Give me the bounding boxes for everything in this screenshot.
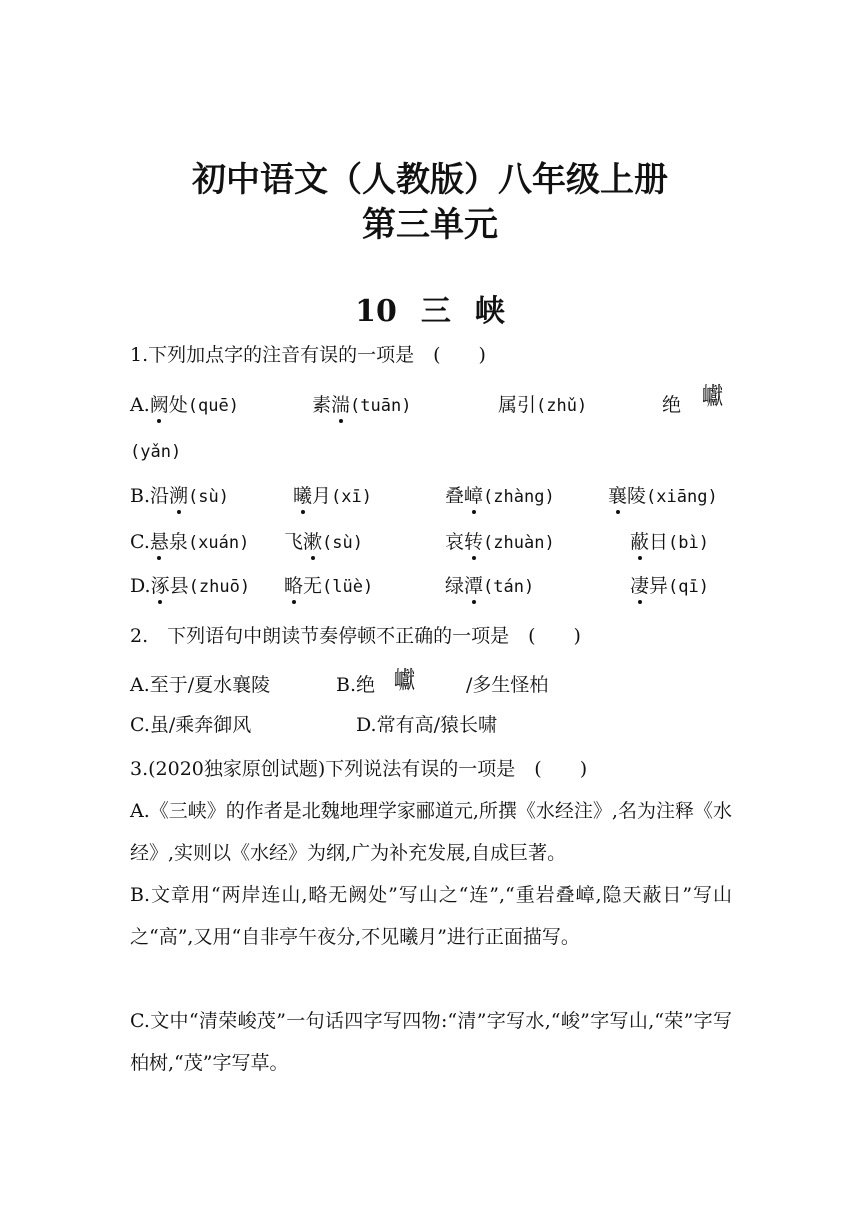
q3-option-b: B.文章用“两岸连山,略无阙处”写山之“连”,“重岩叠嶂,隐天蔽日”写山之“高”,又用“自非亭午夜分,不见曦月”进行正面描写。 bbox=[130, 884, 732, 948]
dotted-char: 漱 bbox=[303, 527, 322, 554]
unit-title: 第三单元 bbox=[362, 205, 498, 245]
q3-option-a: A.《三峡》的作者是北魏地理学家郦道元,所撰《水经注》,名为注释《水经》,实则以《水经》为纲,广为补充发展,自成巨著。 bbox=[130, 800, 732, 864]
q1-option-b-item3: 叠嶂(zhàng) bbox=[445, 481, 555, 508]
dotted-char: 转 bbox=[464, 527, 483, 554]
dotted-char: 溯 bbox=[169, 481, 188, 508]
q2-option-d: D.常有高/猿长啸 bbox=[356, 714, 497, 736]
document-title: 初中语文（人教版）八年级上册 bbox=[192, 160, 668, 200]
dotted-char: 襄 bbox=[608, 481, 627, 508]
q2-option-b-prefix: B.绝 bbox=[336, 674, 376, 696]
q1-option-b-item2: 曦月(xī) bbox=[293, 481, 372, 508]
rare-character-image: 巘 bbox=[394, 666, 412, 694]
dotted-char: 嶂 bbox=[464, 481, 483, 508]
q1-option-b-item4: 襄陵(xiāng) bbox=[608, 481, 718, 508]
q2-stem: 2. 下列语句中朗读节奏停顿不正确的一项是 ( ) bbox=[130, 625, 581, 647]
q1-option-c-item1: C.悬泉(xuán) bbox=[130, 527, 249, 554]
dotted-char: 曦 bbox=[293, 481, 312, 508]
q1-option-c-item2: 飞漱(sù) bbox=[284, 527, 363, 554]
lesson-char-1: 三 bbox=[420, 294, 451, 329]
q1-option-d-item3: 绿潭(tán) bbox=[445, 571, 534, 598]
q1-option-d-item1: D.涿县(zhuō) bbox=[130, 571, 250, 598]
q1-option-a-item1: A.阙处(quē) bbox=[130, 390, 239, 417]
q2-option-c: C.虽/乘奔御风 bbox=[130, 714, 252, 736]
lesson-title bbox=[0, 286, 860, 330]
q2-option-a: A.至于/夏水襄陵 bbox=[130, 674, 271, 696]
q1-option-a-item3: 属引(zhǔ) bbox=[498, 394, 588, 416]
q1-option-c-item4: 蔽日(bì) bbox=[630, 527, 709, 554]
q1-option-a-item4-pinyin: (yǎn) bbox=[130, 442, 182, 462]
q3-stem: 3.(2020独家原创试题)下列说法有误的一项是 ( ) bbox=[130, 758, 588, 780]
q1-option-d-item4: 凄异(qī) bbox=[630, 571, 709, 598]
dotted-char: 阙 bbox=[150, 390, 169, 417]
q2-option-b-suffix: /多生怪柏 bbox=[466, 674, 549, 696]
dotted-char: 悬 bbox=[150, 527, 169, 554]
dotted-char: 潭 bbox=[464, 571, 483, 598]
rare-character-image: 巘 bbox=[702, 382, 720, 410]
q1-stem: 1.下列加点字的注音有误的一项是 ( ) bbox=[130, 344, 486, 366]
dotted-char: 略 bbox=[284, 571, 303, 598]
q1-option-c-item3: 哀转(zhuàn) bbox=[445, 527, 555, 554]
q1-option-a-item4: 绝 bbox=[662, 394, 682, 416]
lesson-char-2: 峡 bbox=[474, 294, 505, 329]
q1-option-d-item2: 略无(lüè) bbox=[284, 571, 373, 598]
q1-option-b-item1: B.沿溯(sù) bbox=[130, 481, 229, 508]
q1-option-a-item2: 素湍(tuān) bbox=[312, 390, 411, 417]
dotted-char: 涿 bbox=[151, 571, 170, 598]
dotted-char: 蔽 bbox=[630, 527, 649, 554]
q3-option-c: C.文中“清荣峻茂”一句话四字写四物:“清”字写水,“峻”字写山,“荣”字写柏树,“茂”字写草。 bbox=[130, 1010, 732, 1074]
dotted-char: 湍 bbox=[331, 390, 350, 417]
lesson-number: 10 bbox=[355, 294, 397, 329]
dotted-char: 凄 bbox=[630, 571, 649, 598]
